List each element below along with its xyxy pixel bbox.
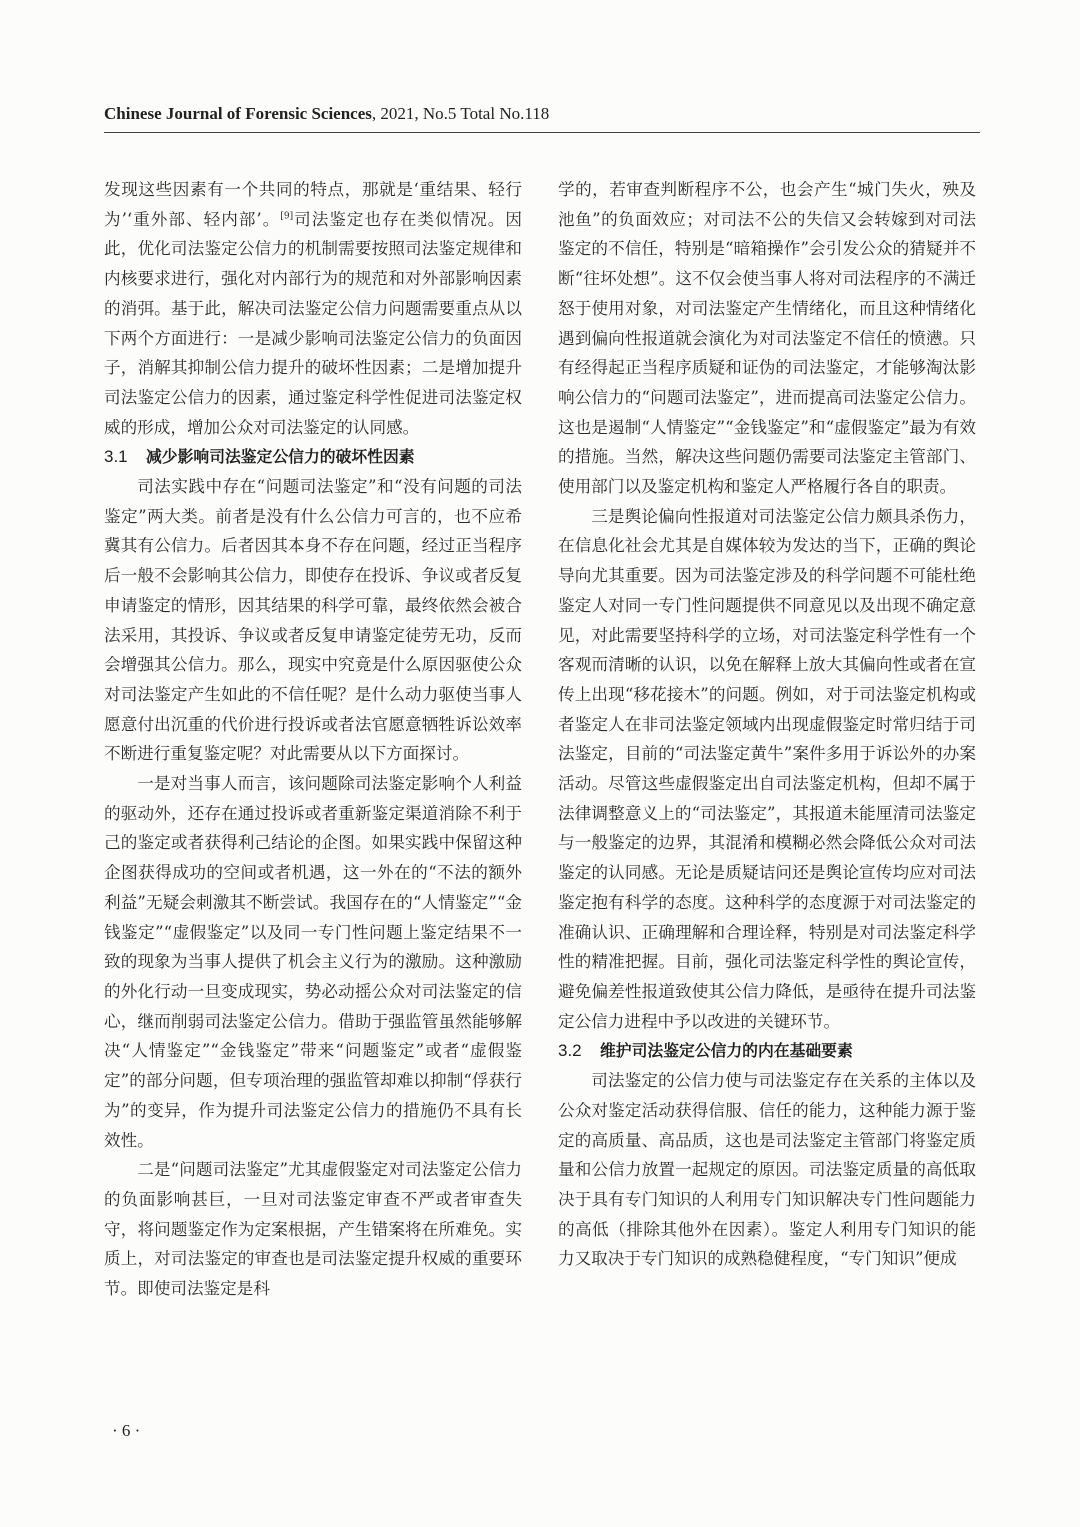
right-column	[558, 175, 976, 1274]
paragraph-text: 发现这些因素有一个共同的特点，那就是‘重结果、轻行为’‘重外部、轻内部’。	[104, 180, 522, 229]
section-number: 3.2	[558, 1041, 582, 1061]
section-title: 减少影响司法鉴定公信力的破坏性因素	[146, 447, 415, 467]
paragraph-text: 司法鉴定也存在类似情况。因此，优化司法鉴定公信力的机制需要按照司法鉴定规律和内核要求进行，强化对内部行为的规范和对外部影响因素的消弭。基于此，解决司法鉴定公信力问题需要重点从以下两个方面进行：一是减少影响司法鉴定公信力的负面因子，消解其抑制公信力提升的破坏性因素；二是增加提升司法鉴定公信力的因素，通过鉴定科学性促进司法鉴定权威的形成，增加公众对司法鉴定的认同感。	[104, 209, 523, 437]
paragraph: 学的，若审查判断程序不公，也会产生“城门失火，殃及池鱼”的负面效应；对司法不公的失信又会转嫁到对司法鉴定的不信任，特别是“暗箱操作”会引发公众的猜疑并不断“往坏处想”。这不仅会使当事人将对司法程序的不满迁怒于使用对象，对司法鉴定产生情绪化，而且这种情绪化遇到偏向性报道就会演化为对司法鉴定不信任的愤懑。只有经得起正当程序质疑和证伪的司法鉴定，才能够淘汰影响公信力的“问题司法鉴定”，进而提高司法鉴定公信力。这也是遏制“人情鉴定”“金钱鉴定”和“虚假鉴定”最为有效的措施。当然，解决这些问题仍需要司法鉴定主管部门、使用部门以及鉴定机构和鉴定人严格履行各自的职责。	[558, 180, 976, 497]
paragraph: 司法实践中存在“问题司法鉴定”和“没有问题的司法鉴定”两大类。前者是没有什么公信力可言的，也不应希冀其有公信力。后者因其本身不存在问题，经过正当程序后一般不会影响其公信力，即使存在投诉、争议或者反复申请鉴定的情形，因其结果的科学可靠，最终依然会被合法采用，其投诉、争议或者反复申请鉴定徒劳无功，反而会增强其公信力。那么，现实中究竟是什么原因驱使公众对司法鉴定产生如此的不信任呢？是什么动力驱使当事人愿意付出沉重的代价进行投诉或者法官愿意牺牲诉讼效率不断进行重复鉴定呢？对此需要从以下方面探讨。	[104, 477, 522, 764]
paragraph: 一是对当事人而言，该问题除司法鉴定影响个人利益的驱动外，还存在通过投诉或者重新鉴定渠道消除不利于己的鉴定或者获得利己结论的企图。如果实践中保留这种企图获得成功的空间或者机遇，这一外在的“不法的额外利益”无疑会刺激其不断尝试。我国存在的“人情鉴定”“金钱鉴定”“虚假鉴定”以及同一专门性问题上鉴定结果不一致的现象为当事人提供了机会主义行为的激励。这种激励的外化行动一旦变成现实，势必动摇公众对司法鉴定的信心，继而削弱司法鉴定公信力。借助于强监管虽然能够解决“人情鉴定”“金钱鉴定”带来“问题鉴定”或者“虚假鉴定”的部分问题，但专项治理的强监管却难以抑制“俘获行为”的变异，作为提升司法鉴定公信力的措施仍不具有长效性。	[104, 774, 522, 1150]
section-heading	[558, 1036, 976, 1066]
citation-ref: [9]	[280, 211, 294, 222]
left-column	[104, 175, 522, 1304]
paragraph: 三是舆论偏向性报道对司法鉴定公信力颇具杀伤力，在信息化社会尤其是自媒体较为发达的当下，正确的舆论导向尤其重要。因为司法鉴定涉及的科学问题不可能杜绝鉴定人对同一专门性问题提供不同意见以及出现不确定意见，对此需要坚持科学的立场，对司法鉴定科学性有一个客观而清晰的认识，以免在解释上放大其偏向性或者在宣传上出现“移花接木”的问题。例如，对于司法鉴定机构或者鉴定人在非司法鉴定领域内出现虚假鉴定时常归结于司法鉴定，目前的“司法鉴定黄牛”案件多用于诉讼外的办案活动。尽管这些虚假鉴定出自司法鉴定机构，但却不属于法律调整意义上的“司法鉴定”，其报道未能厘清司法鉴定与一般鉴定的边界，其混淆和模糊必然会降低公众对司法鉴定的认同感。无论是质疑诘问还是舆论宣传均应对司法鉴定抱有科学的态度。这种科学的态度源于对司法鉴定的准确认识、正确理解和合理诠释，特别是对司法鉴定科学性的精准把握。目前，强化司法鉴定科学性的舆论宣传，避免偏差性报道致使其公信力降低，是亟待在提升司法鉴定公信力进程中予以改进的关键环节。	[558, 506, 976, 1031]
journal-name: Chinese Journal of Forensic Sciences	[104, 104, 372, 123]
issue-info: , 2021, No.5 Total No.118	[371, 104, 550, 123]
paragraph: 司法鉴定的公信力使与司法鉴定存在关系的主体以及公众对鉴定活动获得信服、信任的能力，这种能力源于鉴定的高质量、高品质，这也是司法鉴定主管部门将鉴定质量和公信力放置一起规定的原因。司法鉴定质量的高低取决于具有专门知识的人利用专门知识解决专门性问题能力的高低（排除其他外在因素）。鉴定人利用专门知识的能力又取决于专门知识的成熟稳健程度，“专门知识”便成	[558, 1071, 976, 1269]
paragraph: 二是“问题司法鉴定”尤其虚假鉴定对司法鉴定公信力的负面影响甚巨，一旦对司法鉴定审查不严或者审查失守，将问题鉴定作为定案根据，产生错案将在所难免。实质上，对司法鉴定的审查也是司法鉴定提升权威的重要环节。即使司法鉴定是科	[104, 1160, 522, 1299]
running-header	[104, 104, 980, 133]
page-number: · 6 ·	[112, 1421, 141, 1440]
section-title: 维护司法鉴定公信力的内在基础要素	[600, 1041, 853, 1061]
section-heading	[104, 442, 522, 472]
paragraph	[104, 175, 522, 442]
section-number: 3.1	[104, 447, 128, 467]
